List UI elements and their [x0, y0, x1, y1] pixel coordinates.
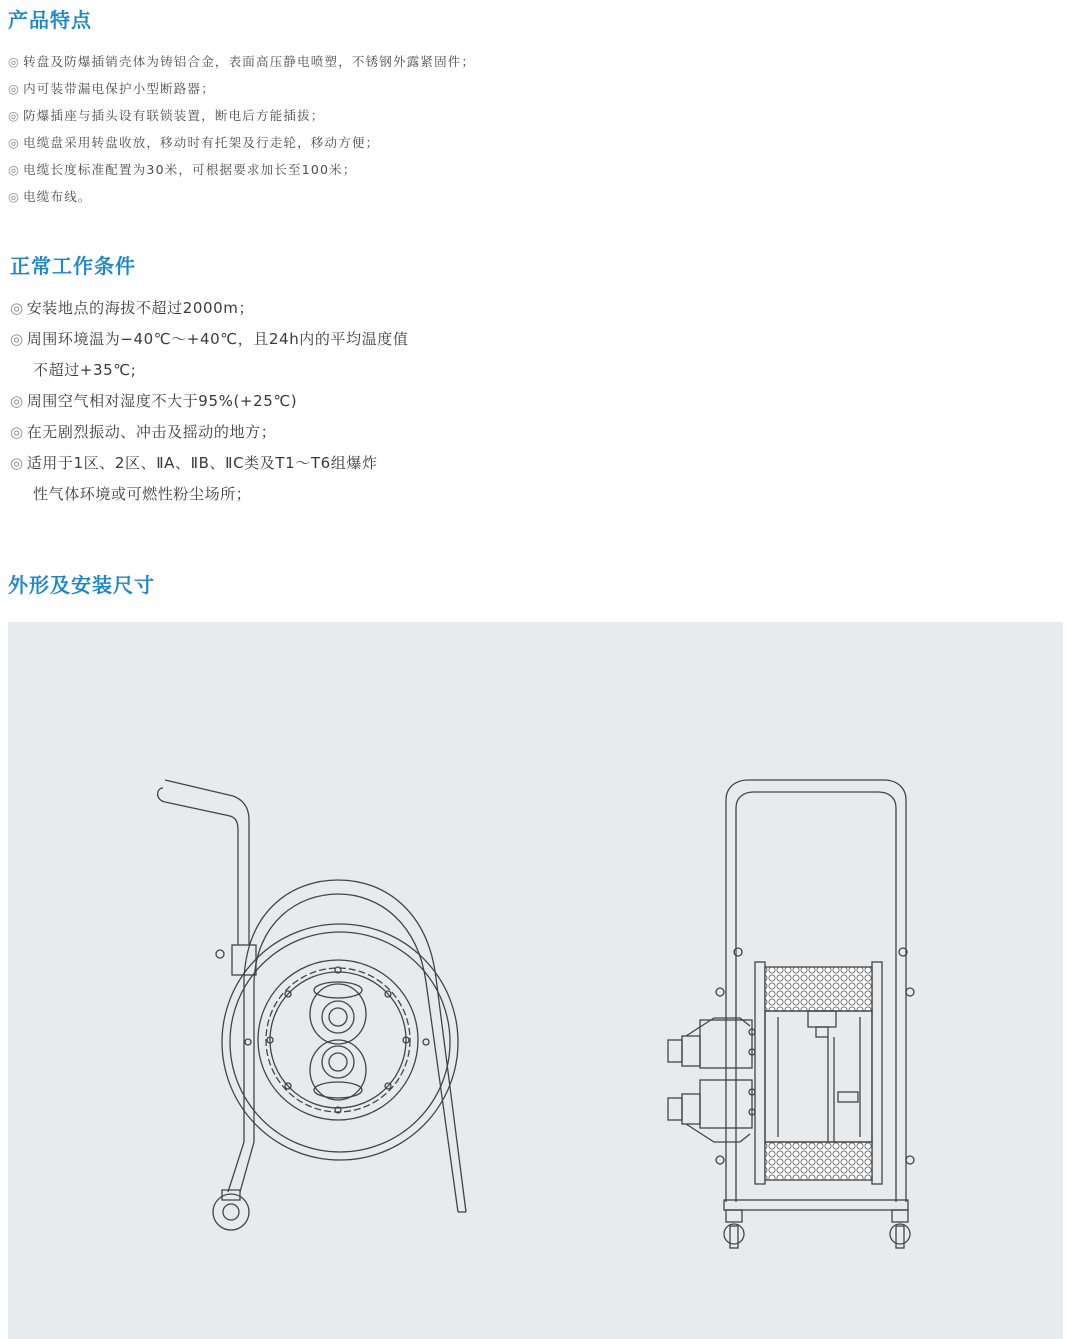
feature-text: 电缆布线。 [23, 189, 92, 204]
bullet-icon: ◎ [8, 162, 21, 177]
drawing-panel [8, 622, 1063, 1339]
caster-left [726, 1210, 742, 1222]
plug-lower [668, 1098, 682, 1120]
cable-coil-upper [765, 967, 872, 1011]
list-item [8, 187, 475, 214]
socket-upper [310, 984, 366, 1044]
bullet-icon: ◎ [8, 81, 21, 96]
handle-bar [158, 788, 238, 948]
condition-text: 安装地点的海拔不超过2000m； [26, 299, 255, 317]
condition-text: 周围空气相对湿度不大于95%(+25℃) [26, 392, 298, 410]
drum-flange-right [872, 962, 882, 1184]
bullet-icon: ◎ [10, 299, 24, 317]
front-view-drawing [668, 780, 914, 1248]
list-item [10, 324, 409, 386]
plug-upper [668, 1040, 682, 1062]
drum-body [765, 1011, 872, 1142]
conditions-heading: 正常工作条件 [10, 254, 136, 278]
feature-text: 内可装带漏电保护小型断路器； [23, 81, 215, 96]
conditions-list [10, 293, 409, 510]
list-item [8, 52, 475, 79]
drum-rim [230, 932, 450, 1152]
bottom-bar [724, 1200, 908, 1210]
list-item [10, 448, 409, 510]
condition-continuation: 不超过+35℃; [33, 361, 137, 379]
feature-text: 电缆长度标准配置为30米，可根据要求加长至100米； [23, 162, 357, 177]
features-heading: 产品特点 [8, 8, 92, 32]
bullet-icon: ◎ [8, 54, 21, 69]
condition-text: 在无剧烈振动、冲击及摇动的地方； [26, 423, 277, 441]
feature-text: 转盘及防爆插销壳体为铸铝合金，表面高压静电喷塑，不锈钢外露紧固件； [23, 54, 476, 69]
bullet-icon: ◎ [8, 189, 21, 204]
feature-text: 防爆插座与插头设有联锁装置，断电后方能插拔； [23, 108, 325, 123]
list-item [8, 106, 475, 133]
socket-lower [310, 1040, 366, 1100]
bullet-icon: ◎ [10, 423, 24, 441]
condition-text: 适用于1区、2区、ⅡA、ⅡB、ⅡC类及T1～T6组爆炸 [26, 454, 378, 472]
technical-drawing [8, 622, 1063, 1339]
condition-text: 周围环境温为−40℃～+40℃，且24h内的平均温度值 [26, 330, 409, 348]
feature-text: 电缆盘采用转盘收放，移动时有托架及行走轮，移动方便； [23, 135, 380, 150]
bullet-icon: ◎ [8, 135, 21, 150]
features-list [8, 52, 475, 214]
list-item [10, 293, 409, 324]
list-item [8, 133, 475, 160]
list-item [10, 386, 409, 417]
cable-coil-lower [765, 1142, 872, 1180]
bullet-icon: ◎ [8, 108, 21, 123]
dimensions-heading: 外形及安装尺寸 [8, 573, 155, 597]
caster-right [892, 1210, 908, 1222]
list-item [10, 417, 409, 448]
list-item [8, 79, 475, 106]
bullet-icon: ◎ [10, 392, 24, 410]
condition-continuation: 性气体环境或可燃性粉尘场所； [33, 485, 252, 503]
drum-flange-left [755, 962, 765, 1184]
side-view-drawing [158, 780, 466, 1230]
bullet-icon: ◎ [10, 454, 24, 472]
list-item [8, 160, 475, 187]
bullet-icon: ◎ [10, 330, 24, 348]
